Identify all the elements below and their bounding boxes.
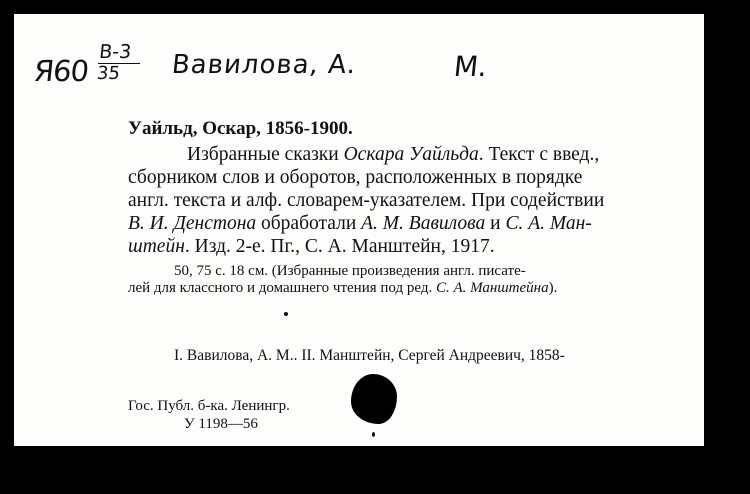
collation-line-1: 50, 75 с. 18 см. (Избранные произведения англ. писате- — [174, 263, 526, 279]
connector-and: и — [485, 213, 506, 234]
title-text-end: . Текст с введ., — [478, 144, 600, 165]
title-line-1 — [187, 144, 599, 166]
fraction-bottom: 35 — [95, 63, 121, 84]
contributor-3: С. А. Ман- — [505, 213, 592, 234]
series-text-end: ). — [548, 280, 558, 296]
fraction-top: В-3 — [98, 43, 142, 64]
handwritten-shelf-fraction — [96, 43, 148, 84]
contributor-2: А. М. Вавилова — [361, 213, 486, 234]
ink-speck — [372, 432, 375, 437]
handwritten-initial: М. — [452, 50, 489, 83]
title-line-5 — [128, 236, 495, 258]
ink-blot — [351, 374, 397, 424]
author-heading: Уайльд, Оскар, 1856-1900. — [128, 118, 353, 139]
handwritten-call-number: Я60 — [32, 54, 90, 88]
edition-imprint: . Изд. 2-е. Пг., С. А. Манштейн, 1917. — [184, 236, 495, 257]
title-line-2: сборником слов и оборотов, расположенных в порядке — [128, 167, 583, 188]
tracings: I. Вавилова, А. М.. II. Манштейн, Сергей Андреевич, 1858- — [174, 347, 565, 364]
handwritten-name: Вавилова, А. — [170, 50, 358, 80]
title-text: Избранные сказки — [187, 144, 344, 165]
library-stamp-line-2: У 1198—56 — [184, 416, 258, 432]
ink-speck — [284, 312, 288, 316]
collation-line-2 — [128, 280, 557, 297]
contributor-1: В. И. Денстона — [128, 213, 257, 234]
series-editor: С. А. Манштейна — [435, 280, 549, 296]
title-line-4 — [128, 213, 592, 235]
catalog-card — [14, 14, 704, 446]
connector-text: обработали — [256, 213, 362, 234]
library-stamp-line-1: Гос. Публ. б-ка. Ленингр. — [128, 398, 290, 414]
contributor-3-end: штейн — [128, 236, 185, 257]
series-text: лей для классного и домашнего чтения под ред. — [128, 280, 436, 296]
title-italic-author: Оскара Уайльда — [343, 144, 479, 165]
title-line-3: англ. текста и алф. словарем-указателем. При содействии — [128, 190, 605, 211]
